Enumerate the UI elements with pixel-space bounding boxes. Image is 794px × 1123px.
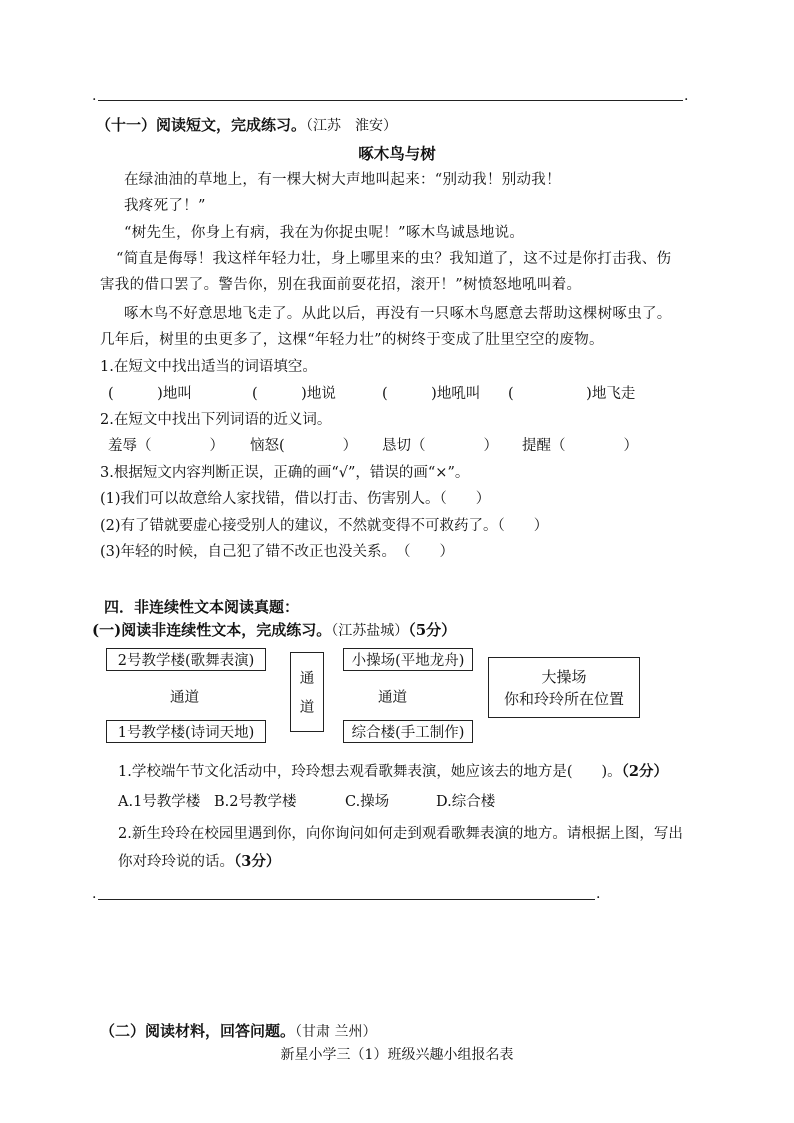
question-2-stem: 2.在短文中找出下列词语的近义词。 [100, 412, 332, 428]
answer-line-dot-right: . [684, 88, 689, 104]
passage-title: 啄木鸟与树 [358, 144, 436, 163]
section11-heading-text: （十一）阅读短文，完成练习。 [96, 116, 307, 134]
s4-question-2-line2-text: 你对玲玲说的话。 [118, 854, 234, 870]
subsection1-score: （5分） [408, 621, 457, 639]
section11-heading [96, 114, 397, 135]
answer-line-dot-left: . [92, 88, 97, 104]
section4-heading: 四．非连续性文本阅读真题： [104, 598, 300, 616]
fill-blank[interactable]: ( )地飞走 [508, 386, 636, 402]
map-passage-mid: 通道 [378, 690, 407, 706]
true-false-item[interactable]: (1)我们可以故意给人家找错，借以打击、伤害别人。（ ） [100, 491, 491, 507]
map-passage-vertical [290, 652, 324, 732]
fill-blank[interactable]: ( )地叫 [108, 386, 192, 402]
map-big-field [488, 657, 640, 718]
answer-line-dot-right: . [596, 886, 601, 902]
subsection1-heading-text: (一)阅读非连续性文本，完成练习。 [92, 621, 332, 639]
answer-line-dot-left: . [92, 886, 97, 902]
s4-question-2-score: （3分） [234, 853, 281, 870]
passage-paragraph: 在绿油油的草地上，有一棵大树大声地叫起来：“别动我！别动我！ [124, 172, 561, 188]
s4-question-1-stem: 1.学校端午节文化活动中，玲玲想去观看歌舞表演，她应该去的地方是( )。 [118, 764, 622, 780]
s4-question-2-line2 [118, 850, 280, 871]
map-building2: 2号教学楼(歌舞表演) [106, 648, 266, 671]
answer-line[interactable] [98, 899, 595, 900]
s4-question-1 [118, 760, 668, 781]
map-passage-left: 通道 [170, 690, 199, 706]
subsection2-heading-text: （二）阅读材料，回答问题。 [100, 1022, 296, 1040]
synonym-blank[interactable]: 提醒（ ） [522, 438, 638, 454]
map-passage-vertical-char: 通 [299, 671, 315, 687]
question-1-stem: 1.在短文中找出适当的词语填空。 [100, 359, 317, 375]
passage-paragraph: 啄木鸟不好意思地飞走了。从此以后，再没有一只啄木鸟愿意去帮助这棵树啄虫了。 [124, 306, 672, 322]
map-complex-building: 综合楼(手工制作) [343, 720, 473, 743]
synonym-blank[interactable]: 羞辱（ ） [108, 438, 224, 454]
map-passage-vertical-char: 道 [299, 700, 315, 716]
subsection1-source: （江苏盐城） [331, 623, 409, 639]
synonym-blank[interactable]: 恼怒( ） [250, 438, 358, 454]
passage-paragraph: 害我的借口罢了。警告你，别在我面前耍花招，滚开！”树愤怒地吼叫着。 [100, 277, 582, 293]
s4-question-2-line1: 2.新生玲玲在校园里遇到你，向你询问如何走到观看歌舞表演的地方。请根据上图，写出 [118, 826, 683, 842]
true-false-item[interactable]: (2)有了错就要虚心接受别人的建议，不然就变得不可救药了。（ ） [100, 518, 549, 534]
map-building1: 1号教学楼(诗词天地) [106, 720, 266, 743]
s4-question-1-score: （2分） [621, 763, 668, 780]
passage-paragraph: “树先生，你身上有病，我在为你捉虫呢！”啄木鸟诚恳地说。 [124, 225, 525, 241]
map-small-field: 小操场(平地龙舟) [343, 648, 473, 671]
passage-paragraph: 我疼死了！” [124, 198, 206, 214]
map-big-field-label: 大操场 [541, 667, 587, 686]
passage-paragraph: “简直是侮辱！我这样年轻力壮，身上哪里来的虫？我知道了，这不过是你打击我、伤 [116, 251, 672, 267]
table-title: 新星小学三（1）班级兴趣小组报名表 [280, 1047, 514, 1063]
map-you-are-here: 你和玲玲所在位置 [503, 689, 624, 708]
synonym-blank[interactable]: 恳切（ ） [382, 438, 498, 454]
option-d[interactable]: D.综合楼 [436, 794, 496, 810]
subsection2-heading [100, 1020, 376, 1041]
fill-blank[interactable]: ( )地说 [252, 386, 336, 402]
option-a[interactable]: A.1号教学楼 [118, 794, 201, 810]
subsection2-source: （甘肃 兰州） [295, 1024, 377, 1040]
fill-blank[interactable]: ( )地吼叫 [382, 386, 481, 402]
option-c[interactable]: C.操场 [345, 794, 390, 810]
section11-source: （江苏 淮安） [306, 118, 398, 134]
subsection1-heading [92, 619, 456, 640]
passage-paragraph: 几年后，树里的虫更多了，这棵“年轻力壮”的树终于变成了肚里空空的废物。 [100, 332, 604, 348]
true-false-item[interactable]: (3)年轻的时候，自己犯了错不改正也没关系。 （ ） [100, 544, 455, 560]
answer-line [98, 100, 683, 101]
option-b[interactable]: B.2号教学楼 [214, 794, 297, 810]
question-3-stem: 3.根据短文内容判断正误，正确的画“√”，错误的画“×”。 [100, 465, 470, 481]
